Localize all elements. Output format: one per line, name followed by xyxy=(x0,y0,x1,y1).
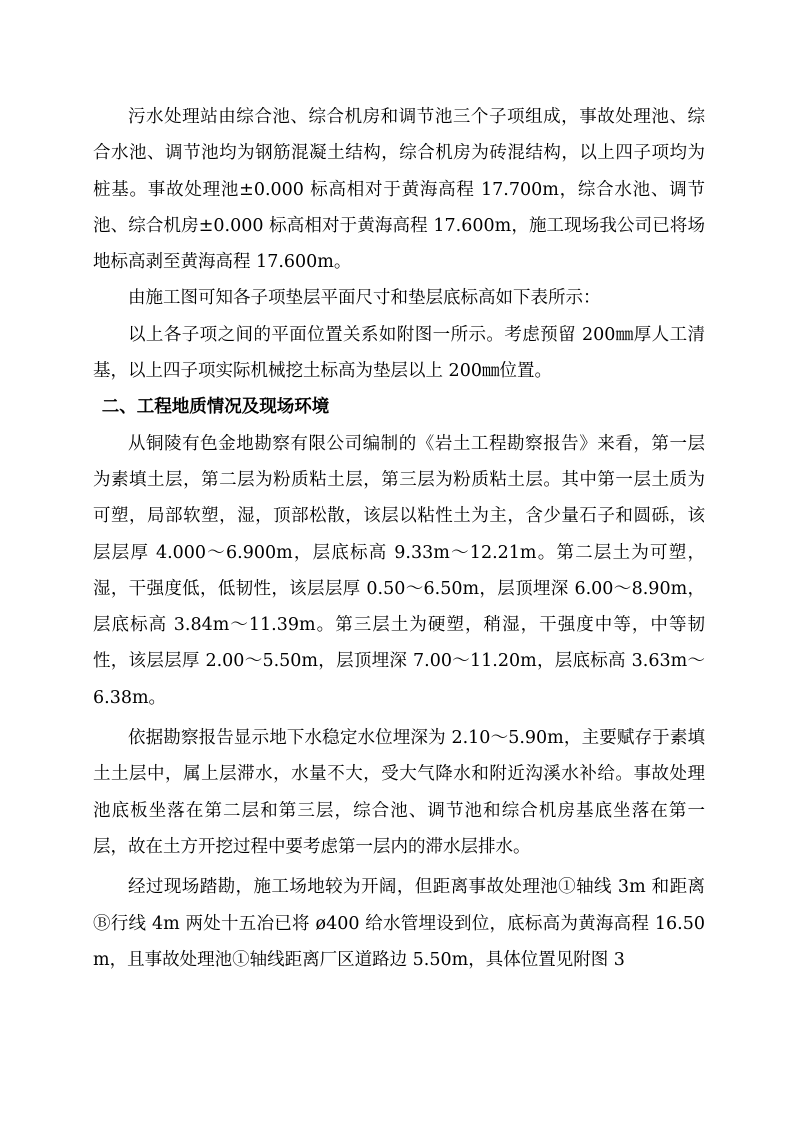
paragraph-site-survey: 经过现场踏勘，施工场地较为开阔，但距离事故处理池①轴线 3m 和距离Ⓑ行线 4m 两处十五冶已将 ø400 给水管埋设到位，底标高为黄海高程 16.50m，且事故处理池①轴线距离厂区道路边 5.50m，具体位置见附图 3 xyxy=(93,877,705,970)
paragraph-groundwater: 依据勘察报告显示地下水稳定水位埋深为 2.10～5.90m，主要赋存于素填土土层中，属上层滞水，水量不大，受大气降水和附近沟溪水补给。事故处理池底板坐落在第二层和第三层，综合池、调节池和综合机房基底坐落在第一层，故在土方开挖过程中要考虑第一层内的滞水层排水。 xyxy=(93,728,705,857)
paragraph-project-composition: 污水处理站由综合池、综合机房和调节池三个子项组成，事故处理池、综合水池、调节池均为钢筋混凝土结构，综合机房为砖混结构，以上四子项均为桩基。事故处理池±0.000 标高相对于黄海高程 17.700m，综合水池、调节池、综合机房±0.000 标高相对于黄海高程 17.600m，施工现场我公司已将场地标高剥至黄海高程 17.600m。 xyxy=(93,107,705,273)
paragraph-table-intro: 由施工图可知各子项垫层平面尺寸和垫层底标高如下表所示： xyxy=(128,288,601,309)
section-heading: 二、工程地质情况及现场环境 xyxy=(101,397,330,418)
paragraph-layout-note: 以上各子项之间的平面位置关系如附图一所示。考虑预留 200㎜厚人工清基，以上四子项实际机械挖土标高为垫层以上 200㎜位置。 xyxy=(93,324,705,382)
paragraph-soil-layers: 从铜陵有色金地勘察有限公司编制的《岩土工程勘察报告》来看，第一层为素填土层，第二层为粉质粘土层，第三层为粉质粘土层。其中第一层土质为可塑，局部软塑，湿，顶部松散，该层以粘性土为主，含少量石子和圆砾，该层层厚 4.000～6.900m，层底标高 9.33m～12.21m。第二层土为可塑，湿，干强度低，低韧性，该层层厚 0.50～6.50m，层顶埋深 6.00～8.90m，层底标高 3.84m～11.39m。第三层土为硬塑，稍湿，干强度中等，中等韧性，该层层厚 2.00～5.50m，层顶埋深 7.00～11.20m，层底标高 3.63m～6.38m。 xyxy=(93,433,705,708)
document-body xyxy=(93,99,705,978)
